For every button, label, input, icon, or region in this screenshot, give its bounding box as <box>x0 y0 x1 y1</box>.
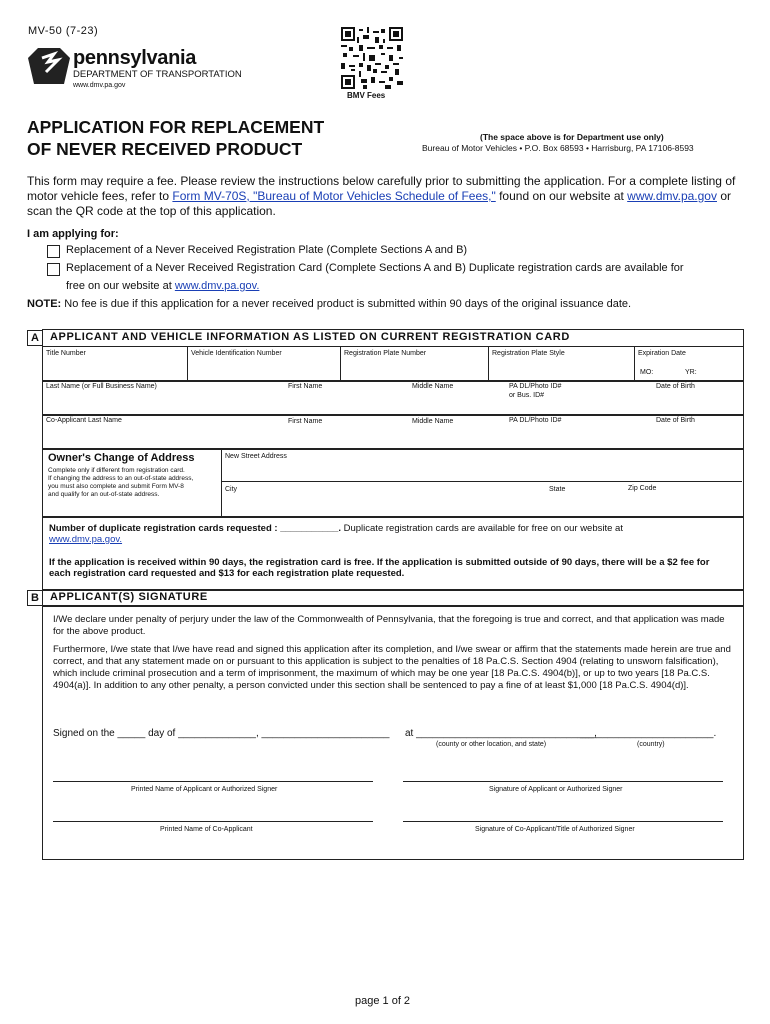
duplicate-cards-count-field[interactable]: Number of duplicate registration cards requested : ___________. <box>49 523 341 534</box>
printed-name-label: Printed Name of Applicant or Authorized Signer <box>131 786 278 793</box>
note-text: No fee is due if this application for a never received product is submitted within 90 days of the original issuance date. <box>61 298 632 310</box>
dmv-website-link[interactable]: www.dmv.pa.gov <box>627 189 717 203</box>
divider <box>340 346 341 380</box>
co-printed-name-label: Printed Name of Co-Applicant <box>160 826 253 833</box>
printed-name-signature-line[interactable] <box>53 781 373 782</box>
vin-field[interactable]: Vehicle Identification Number <box>191 350 282 357</box>
co-applicant-row <box>42 414 744 450</box>
divider <box>221 448 222 516</box>
bureau-address: Bureau of Motor Vehicles • P.O. Box 68593 • Harrisburg, PA 17106-8593 <box>422 143 694 153</box>
signed-on-line[interactable]: Signed on the _____ day of ______________, _______________________ <box>53 728 390 739</box>
intro-text: This form may require a fee. Please review the instructions below carefully prior to submitting the application. For a complete listing of motor vehicle fees, refer to <box>27 174 736 203</box>
co-middle-name-field[interactable]: Middle Name <box>412 418 454 425</box>
section-a-heading: APPLICANT AND VEHICLE INFORMATION AS LISTED ON CURRENT REGISTRATION CARD <box>50 331 570 343</box>
address-instructions <box>48 467 193 499</box>
intro-paragraph <box>27 174 747 219</box>
penndot-keystone-logo <box>28 48 70 84</box>
section-a-letter: A <box>27 330 43 346</box>
brand-name: pennsylvania <box>73 47 197 69</box>
new-street-address-field[interactable]: New Street Address <box>225 453 287 460</box>
co-last-name-field[interactable]: Co-Applicant Last Name <box>46 417 122 424</box>
intro-text: found on our website at <box>495 189 628 203</box>
address-instruction-line: If changing the address to an out-of-state address, <box>48 475 194 482</box>
co-signature-line[interactable] <box>403 821 723 822</box>
title-number-field[interactable]: Title Number <box>46 350 86 357</box>
expiration-date-label: Expiration Date <box>638 350 686 357</box>
co-dob-field[interactable]: Date of Birth <box>656 417 695 424</box>
expiration-year-field[interactable]: YR: <box>685 369 697 376</box>
county-label: (county or other location, and state) <box>436 741 547 748</box>
department-name: DEPARTMENT OF TRANSPORTATION <box>73 69 242 80</box>
expiration-month-field[interactable]: MO: <box>640 369 654 376</box>
option-text: free on our website at <box>66 280 175 292</box>
duplicate-cards-line <box>49 523 739 545</box>
dl-photo-id-field[interactable]: PA DL/Photo ID# <box>509 383 562 390</box>
form-title <box>27 116 324 160</box>
middle-name-field[interactable]: Middle Name <box>412 383 454 390</box>
form-title-line1: APPLICATION FOR REPLACEMENT <box>27 117 325 137</box>
address-instruction-line: and qualify for an out-of-state address. <box>48 491 160 498</box>
card-replacement-label: Replacement of a Never Received Registration Card (Complete Sections A and B) Duplicate registration cards are available for <box>66 262 684 274</box>
dmv-website-link[interactable]: www.dmv.pa.gov. <box>49 534 123 545</box>
qr-caption: BMV Fees <box>347 91 386 100</box>
plate-replacement-checkbox[interactable] <box>47 245 60 258</box>
page-number: page 1 of 2 <box>355 995 411 1007</box>
card-replacement-label-cont <box>66 280 259 292</box>
form-title-line2: OF NEVER RECEIVED PRODUCT <box>27 139 303 159</box>
intro-text: or scan the QR code at the top of this application. <box>27 189 731 218</box>
duplicate-cards-text: Duplicate registration cards are available for free on our website at <box>340 523 623 534</box>
co-first-name-field[interactable]: First Name <box>288 418 323 425</box>
first-name-field[interactable]: First Name <box>288 383 323 390</box>
applicant-signature-line[interactable] <box>403 781 723 782</box>
signature-label: Signature of Applicant or Authorized Signer <box>489 786 623 793</box>
country-label: (country) <box>637 741 665 748</box>
city-field[interactable]: City <box>225 486 238 493</box>
card-replacement-checkbox[interactable] <box>47 263 60 276</box>
co-printed-name-line[interactable] <box>53 821 373 822</box>
last-name-field[interactable]: Last Name (or Full Business Name) <box>46 383 157 390</box>
note <box>27 298 631 310</box>
qr-code[interactable] <box>341 27 403 89</box>
divider <box>221 481 742 482</box>
address-instruction-line: Complete only if different from registration card. <box>48 467 185 474</box>
bus-id-label: or Bus. ID# <box>509 392 545 399</box>
plate-replacement-label: Replacement of a Never Received Registration Plate (Complete Sections A and B) <box>66 244 468 256</box>
section-b-letter: B <box>27 590 43 606</box>
note-label: NOTE: <box>27 298 62 310</box>
dmv-website-link[interactable]: www.dmv.pa.gov. <box>174 280 260 292</box>
state-field[interactable]: State <box>549 486 566 493</box>
address-instruction-line: you must also complete and submit Form MV-8 <box>48 483 184 490</box>
change-of-address-heading: Owner's Change of Address <box>48 452 195 464</box>
falsification-statement: Furthermore, I/we state that I/we have read and signed this application after its completion, and I/we swear or affirm that the statements made herein are true and correct, and that any statement made on or pursuant to this application is subject to the penalties of 18 Pa.C.S. Section 4904 (relating to unsworn falsification), which include criminal prosecution and a term of imprisonment, the maximum of which may be one year [18 Pa.C.S. 4904(b)], or up to two years [18 Pa.C.S. 4904(a)]. In addition to any other penalty, a person convicted under this section shall be sentenced to pay a fine of at least $1,000 [18 Pa.C.S. 4904(d)]. <box>53 644 731 691</box>
section-b-heading: APPLICANT(S) SIGNATURE <box>50 591 208 603</box>
co-dl-photo-id-field[interactable]: PA DL/Photo ID# <box>509 417 562 424</box>
divider <box>187 346 188 380</box>
co-signature-label: Signature of Co-Applicant/Title of Authorized Signer <box>475 826 635 833</box>
website-text: www.dmv.pa.gov <box>73 82 126 89</box>
form-code: MV-50 (7-23) <box>28 25 99 37</box>
dob-field[interactable]: Date of Birth <box>656 383 695 390</box>
plate-style-field[interactable]: Registration Plate Style <box>492 350 565 357</box>
perjury-declaration: I/We declare under penalty of perjury under the law of the Commonwealth of Pennsylvania, that the foregoing is true and correct, and that application was made for the above product. <box>53 614 725 637</box>
divider <box>634 346 635 380</box>
divider <box>488 346 489 380</box>
plate-number-field[interactable]: Registration Plate Number <box>344 350 427 357</box>
fee-schedule-link[interactable]: Form MV-70S, "Bureau of Motor Vehicles Schedule of Fees," <box>172 189 496 203</box>
country-line[interactable]: ________________________. <box>580 728 717 739</box>
department-use-note: (The space above is for Department use only) <box>480 132 664 142</box>
zip-code-field[interactable]: Zip Code <box>628 485 657 492</box>
fee-notice: If the application is received within 90 days, the registration card is free. If the application is submitted outside of 90 days, there will be a $2 fee for each registration card requested and $13 for each registration plate requested. <box>49 557 710 579</box>
applying-label: I am applying for: <box>27 228 119 240</box>
location-line[interactable]: at ________________________________, <box>405 728 597 739</box>
